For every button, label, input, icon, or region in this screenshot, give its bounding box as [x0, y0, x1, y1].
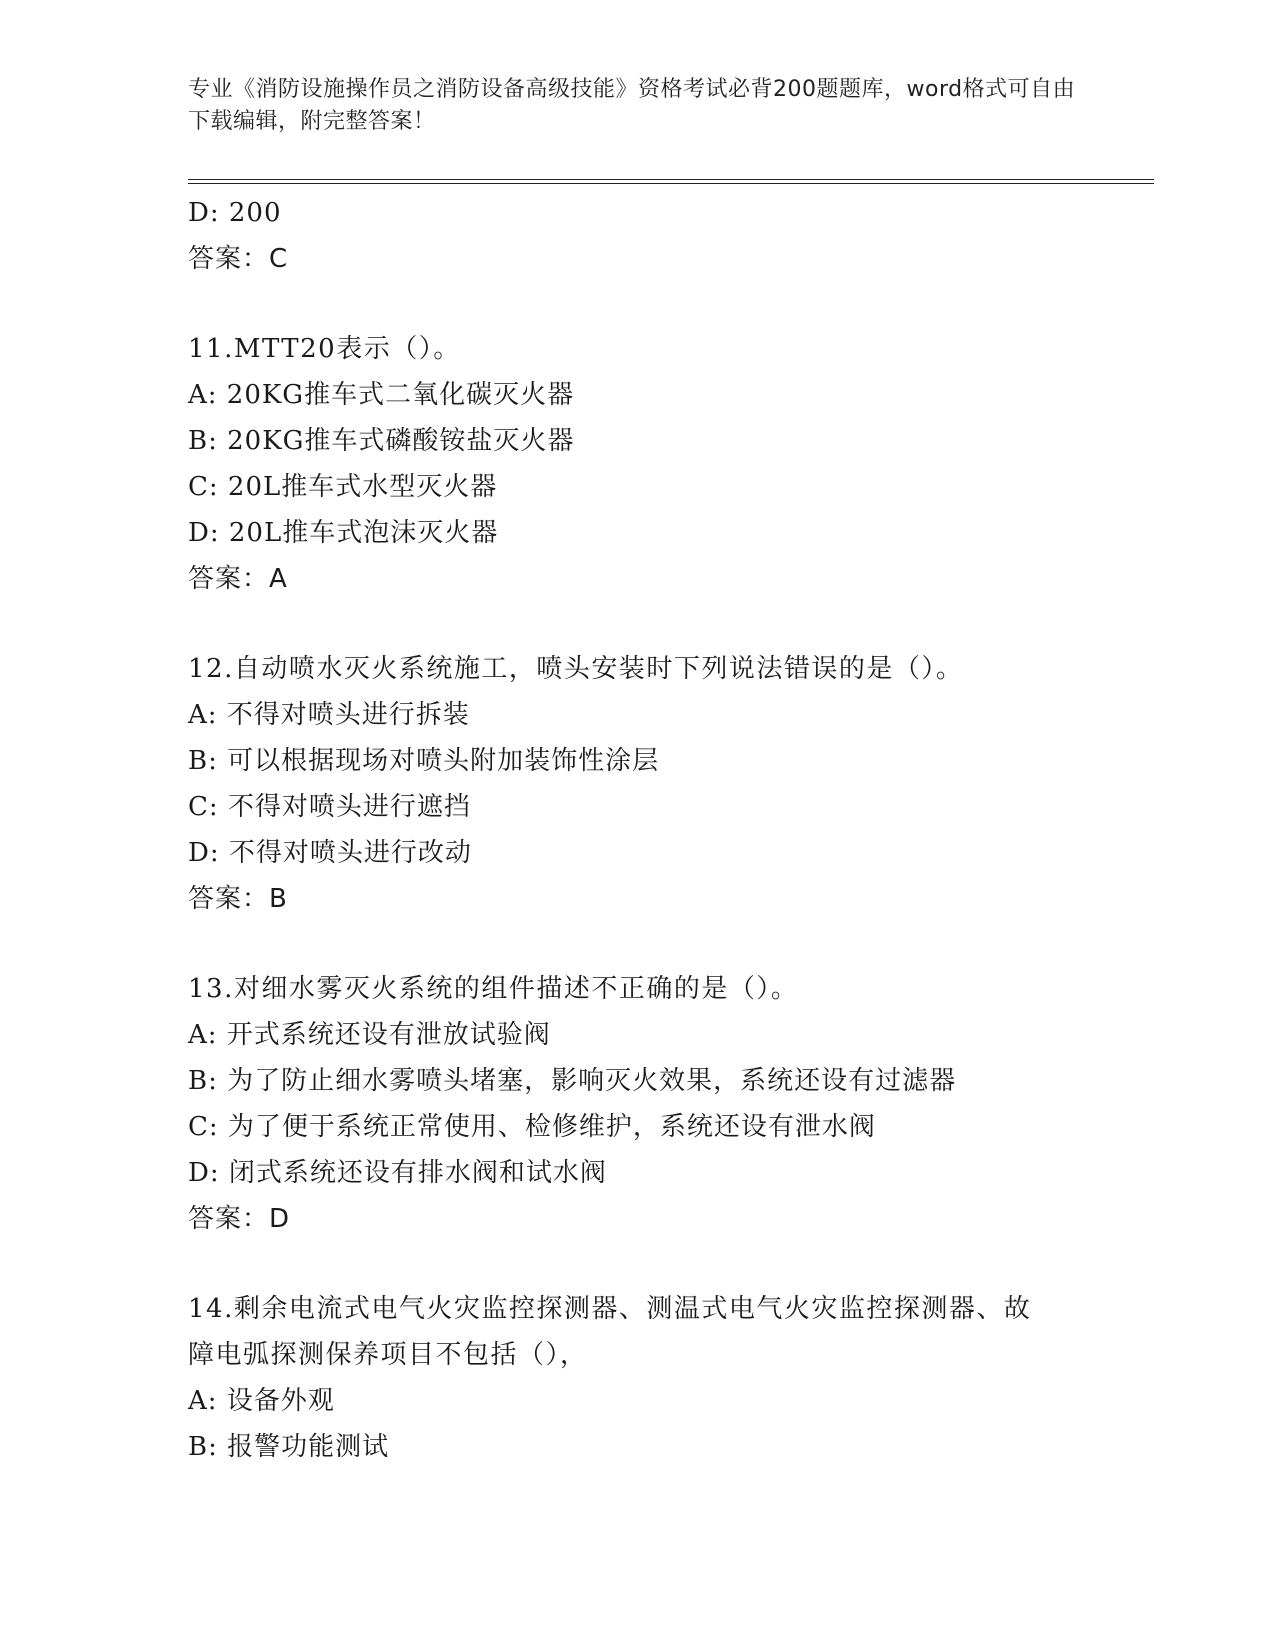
question-13-option-a: A: 开式系统还设有泄放试验阀 — [188, 1020, 551, 1050]
question-14-option-b: B: 报警功能测试 — [188, 1432, 390, 1462]
question-11-option-c: C: 20L推车式水型灭火器 — [188, 472, 498, 502]
question-12-option-a: A: 不得对喷头进行拆装 — [188, 700, 470, 730]
question-11-option-b: B: 20KG推车式磷酸铵盐灭火器 — [188, 426, 575, 456]
option-d: D: 200 — [188, 198, 282, 228]
spacer — [188, 282, 1148, 326]
answer: 答案：C — [188, 244, 289, 274]
question-13-option-d: D: 闭式系统还设有排水阀和试水阀 — [188, 1158, 607, 1188]
header-rule-top — [188, 179, 1154, 180]
spacer — [188, 922, 1148, 966]
document-header: 专业《消防设施操作员之消防设备高级技能》资格考试必背200题题库，word格式可自由下载编辑，附完整答案！ — [188, 77, 1076, 134]
question-11-option-d: D: 20L推车式泡沫灭火器 — [188, 518, 499, 548]
question-11-option-a: A: 20KG推车式二氧化碳灭火器 — [188, 380, 575, 410]
question-11-answer: 答案：A — [188, 564, 288, 594]
question-14-stem-line-2: 障电弧探测保养项目不包括（）， — [188, 1340, 588, 1370]
question-13-stem: 13.对细水雾灭火系统的组件描述不正确的是（）。 — [188, 974, 799, 1004]
question-12-option-c: C: 不得对喷头进行遮挡 — [188, 792, 471, 822]
question-13-answer: 答案：D — [188, 1204, 291, 1234]
question-12-answer: 答案：B — [188, 884, 288, 914]
question-12-option-b: B: 可以根据现场对喷头附加装饰性涂层 — [188, 746, 660, 776]
question-13-option-b: B: 为了防止细水雾喷头堵塞，影响灭火效果，系统还设有过滤器 — [188, 1066, 957, 1096]
question-13-option-c: C: 为了便于系统正常使用、检修维护，系统还设有泄水阀 — [188, 1112, 876, 1142]
question-12-stem: 12.自动喷水灭火系统施工，喷头安装时下列说法错误的是（）。 — [188, 654, 964, 684]
question-12-option-d: D: 不得对喷头进行改动 — [188, 838, 472, 868]
document-body — [188, 190, 1148, 1470]
question-14-stem-line-1: 14.剩余电流式电气火灾监控探测器、测温式电气火灾监控探测器、故 — [188, 1294, 1032, 1324]
spacer — [188, 1242, 1148, 1286]
spacer — [188, 602, 1148, 646]
question-11-stem: 11.MTT20表示（）。 — [188, 334, 461, 364]
question-14-option-a: A: 设备外观 — [188, 1386, 335, 1416]
header-rule-bottom — [188, 183, 1154, 184]
